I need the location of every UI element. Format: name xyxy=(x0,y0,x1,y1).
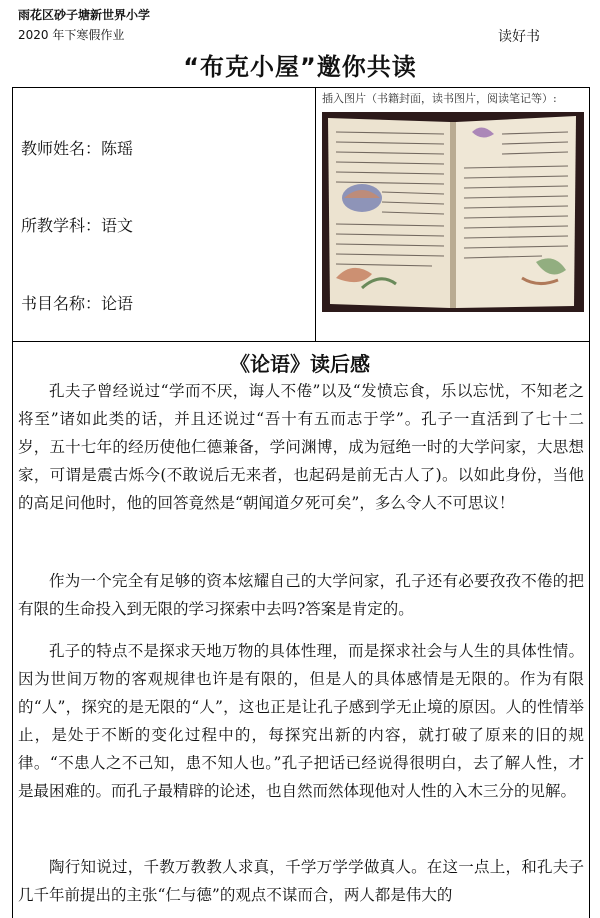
image-hint: 插入图片（书籍封面，读书图片，阅读笔记等）: xyxy=(322,92,557,105)
essay-paragraph-3: 孔子的特点不是探求天地万物的具体性理，而是探求社会与人生的具体性情。因为世间万物的客观规律也许是有限的，但是人的具体感情是无限的。作为有限的“人”，探究的是无限的“人”，这也正是让孔子感到学无止境的原因。人的性情举止，是处于不断的变化过程中的，每探究出新的内容，就打破了原来的旧的规律。“不患人之不己知，患不知人也。”孔子把话已经说得很明白，去了解人性，才是最困难的。而孔子最精辟的论述，也自然而然体现他对人性的入木三分的见解。 xyxy=(18,642,584,800)
page-title: “布克小屋”邀你共读 xyxy=(183,53,417,81)
term-label: 2020 年下寒假作业 xyxy=(18,28,125,42)
essay-paragraph-1: 孔夫子曾经说过“学而不厌，诲人不倦”以及“发愤忘食，乐以忘忧，不知老之将至”诸如此类的话，并且还说过“吾十有五而志于学”。孔子一直活到了七十二岁，五十七年的经历使他仁德兼备，学问渊博，成为冠绝一时的大学问家，大思想家，可谓是震古烁今(不敢说后无来者，也起码是前无古人了)。以如此身份，当他的高足问他时，他的回答竟然是“朝闻道夕死可矣”，多么令人不可思议！ xyxy=(18,382,584,512)
essay-title: 《论语》读后感 xyxy=(230,352,370,376)
teacher-name: 教师姓名：陈瑶 xyxy=(21,139,134,158)
school-name: 雨花区砂子塘新世界小学 xyxy=(18,8,151,22)
subject: 所教学科：语文 xyxy=(21,216,134,235)
category-tag: 读好书 xyxy=(498,29,540,45)
essay-paragraph-4: 陶行知说过，千教万教教人求真，千学万学学做真人。在这一点上，和孔夫子几千年前提出的主张“仁与德”的观点不谋而合，两人都是伟大的 xyxy=(18,858,584,904)
column-divider xyxy=(315,87,316,342)
book-title: 书目名称：论语 xyxy=(21,294,134,313)
reading-notes-photo xyxy=(322,112,584,312)
essay-paragraph-2: 作为一个完全有足够的资本炫耀自己的大学问家，孔子还有必要孜孜不倦的把有限的生命投入到无限的学习探索中去吗?答案是肯定的。 xyxy=(18,572,584,618)
row-divider xyxy=(12,341,590,342)
